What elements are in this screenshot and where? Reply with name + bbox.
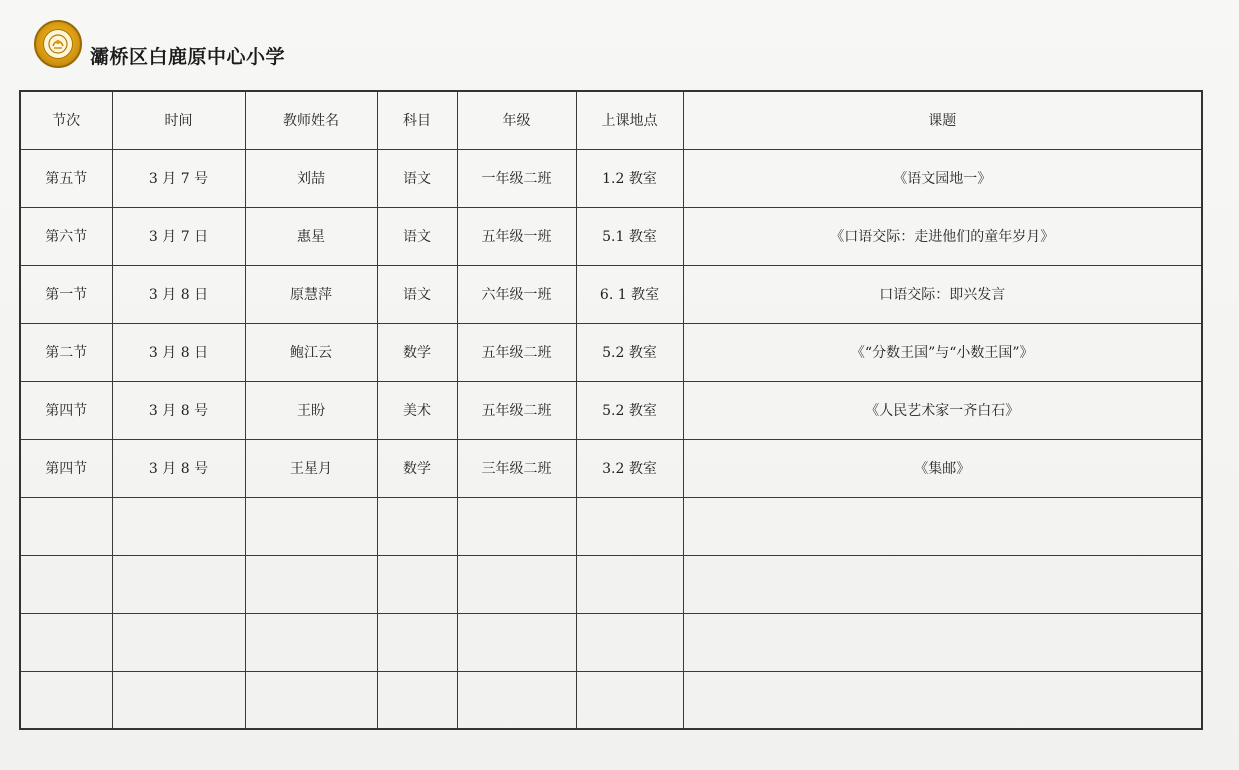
- empty-cell: [112, 497, 245, 555]
- cell-period: 第二节: [20, 323, 112, 381]
- cell-grade: 五年级一班: [457, 207, 576, 265]
- cell-subject: 语文: [377, 207, 457, 265]
- cell-location: 5.1 教室: [576, 207, 683, 265]
- empty-cell: [457, 613, 576, 671]
- empty-cell: [377, 613, 457, 671]
- empty-cell: [245, 497, 377, 555]
- cell-subject: 语文: [377, 265, 457, 323]
- cell-teacher: 鲍江云: [245, 323, 377, 381]
- empty-cell: [683, 555, 1202, 613]
- cell-topic: 《“分数王国”与“小数王国”》: [683, 323, 1202, 381]
- cell-teacher: 王盼: [245, 381, 377, 439]
- table-row: [20, 323, 1202, 381]
- empty-cell: [112, 555, 245, 613]
- cell-teacher: 原慧萍: [245, 265, 377, 323]
- cell-teacher: 惠星: [245, 207, 377, 265]
- empty-cell: [683, 497, 1202, 555]
- empty-cell: [683, 613, 1202, 671]
- column-header-topic: 课题: [683, 91, 1202, 149]
- cell-time: 3 月 8 号: [112, 439, 245, 497]
- empty-cell: [112, 613, 245, 671]
- empty-cell: [377, 671, 457, 729]
- column-header-subject: 科目: [377, 91, 457, 149]
- cell-teacher: 刘喆: [245, 149, 377, 207]
- empty-cell: [576, 613, 683, 671]
- table-header-row: [20, 91, 1202, 149]
- cell-topic: 《人民艺术家一齐白石》: [683, 381, 1202, 439]
- cell-time: 3 月 8 号: [112, 381, 245, 439]
- cell-grade: 三年级二班: [457, 439, 576, 497]
- cell-location: 1.2 教室: [576, 149, 683, 207]
- cell-topic: 《集邮》: [683, 439, 1202, 497]
- table-row: [20, 207, 1202, 265]
- cell-subject: 数学: [377, 323, 457, 381]
- cell-period: 第四节: [20, 381, 112, 439]
- cell-time: 3 月 7 号: [112, 149, 245, 207]
- cell-period: 第六节: [20, 207, 112, 265]
- empty-cell: [576, 555, 683, 613]
- empty-cell: [20, 497, 112, 555]
- cell-time: 3 月 8 日: [112, 265, 245, 323]
- cell-period: 第一节: [20, 265, 112, 323]
- empty-cell: [457, 497, 576, 555]
- cell-subject: 数学: [377, 439, 457, 497]
- cell-grade: 一年级二班: [457, 149, 576, 207]
- school-name: 灞桥区白鹿原中心小学: [90, 45, 286, 68]
- empty-table-row: [20, 497, 1202, 555]
- empty-cell: [20, 555, 112, 613]
- cell-subject: 语文: [377, 149, 457, 207]
- document-header: [34, 12, 285, 76]
- column-header-teacher: 教师姓名: [245, 91, 377, 149]
- cell-location: 3.2 教室: [576, 439, 683, 497]
- schedule-table: [19, 90, 1203, 730]
- cell-topic: 《口语交际：走进他们的童年岁月》: [683, 207, 1202, 265]
- cell-topic: 口语交际：即兴发言: [683, 265, 1202, 323]
- column-header-time: 时间: [112, 91, 245, 149]
- cell-teacher: 王星月: [245, 439, 377, 497]
- cell-period: 第四节: [20, 439, 112, 497]
- cell-location: 5.2 教室: [576, 381, 683, 439]
- empty-cell: [245, 555, 377, 613]
- cell-time: 3 月 7 日: [112, 207, 245, 265]
- table-row: [20, 265, 1202, 323]
- cell-location: 5.2 教室: [576, 323, 683, 381]
- empty-cell: [112, 671, 245, 729]
- empty-cell: [245, 613, 377, 671]
- column-header-location: 上课地点: [576, 91, 683, 149]
- cell-time: 3 月 8 日: [112, 323, 245, 381]
- cell-grade: 五年级二班: [457, 381, 576, 439]
- cell-subject: 美术: [377, 381, 457, 439]
- cell-grade: 六年级一班: [457, 265, 576, 323]
- column-header-period: 节次: [20, 91, 112, 149]
- empty-table-row: [20, 671, 1202, 729]
- empty-cell: [457, 555, 576, 613]
- empty-cell: [576, 497, 683, 555]
- table-row: [20, 381, 1202, 439]
- empty-cell: [457, 671, 576, 729]
- table-row: [20, 149, 1202, 207]
- school-emblem-icon: [34, 20, 82, 68]
- empty-table-row: [20, 613, 1202, 671]
- empty-cell: [245, 671, 377, 729]
- cell-period: 第五节: [20, 149, 112, 207]
- empty-cell: [683, 671, 1202, 729]
- cell-grade: 五年级二班: [457, 323, 576, 381]
- empty-cell: [20, 671, 112, 729]
- empty-cell: [20, 613, 112, 671]
- cell-location: 6. 1 教室: [576, 265, 683, 323]
- cell-topic: 《语文园地一》: [683, 149, 1202, 207]
- empty-table-row: [20, 555, 1202, 613]
- column-header-grade: 年级: [457, 91, 576, 149]
- empty-cell: [377, 497, 457, 555]
- empty-cell: [576, 671, 683, 729]
- table-row: [20, 439, 1202, 497]
- empty-cell: [377, 555, 457, 613]
